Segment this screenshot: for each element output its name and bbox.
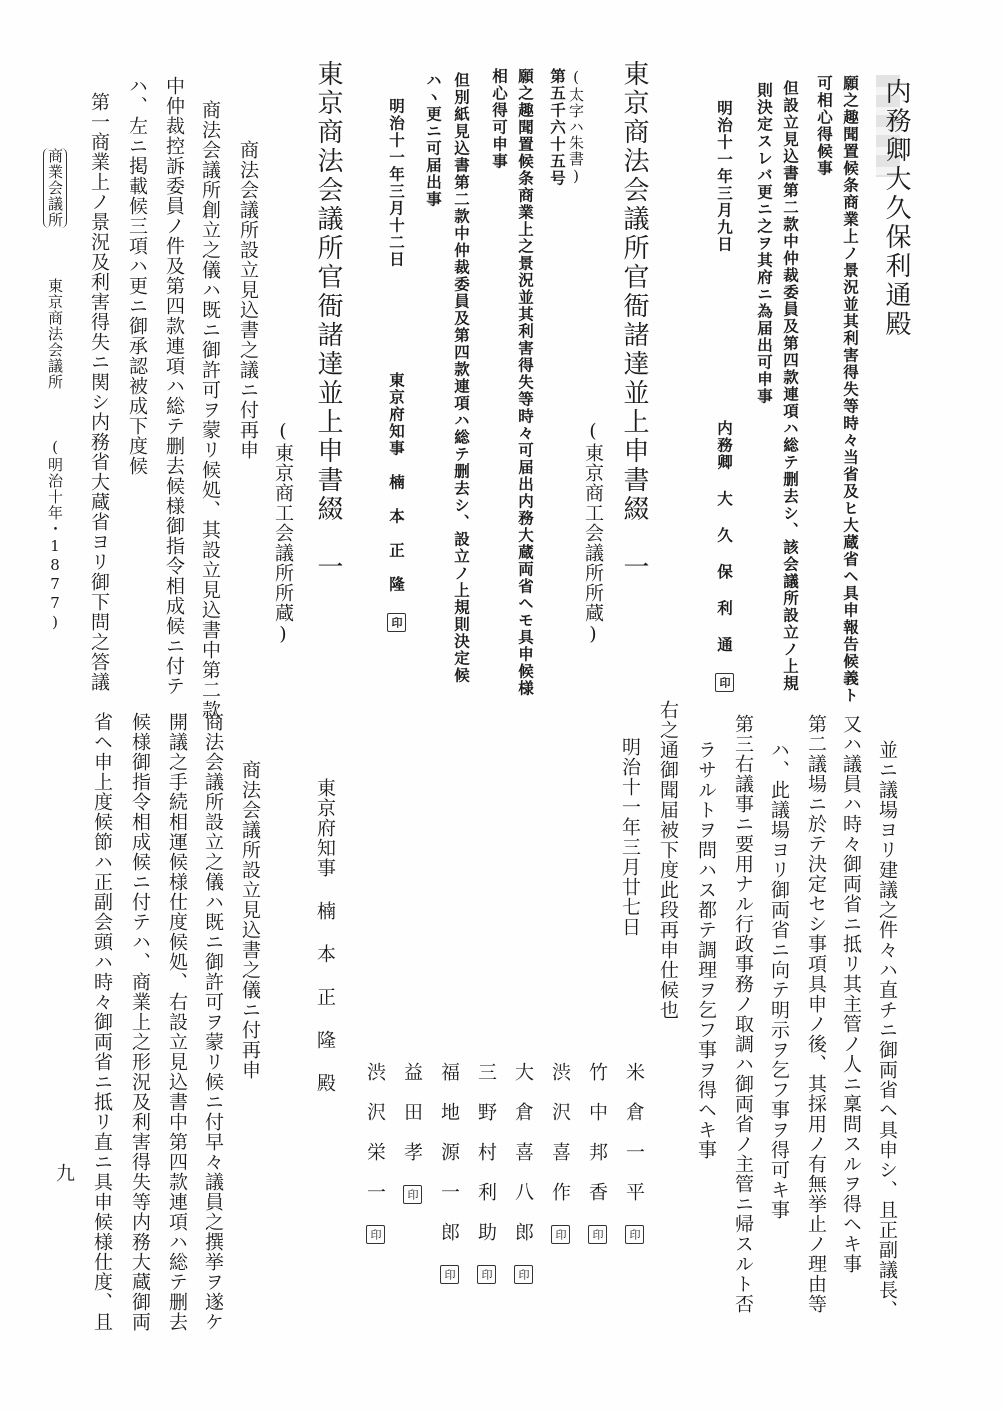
lower-left-line-1: 商法会議所設立之儀ハ既ニ御許可ヲ蒙リ候ニ付早々議員之撰挙ヲ遂ケ: [202, 712, 224, 1332]
upper-left-title: 東京商法会議所官衙諸達並上申書綴 一: [313, 60, 343, 582]
lower-right-line-1: 並ニ議場ヨリ建議之件々ハ直チニ御両省ヘ具申シ、且正副議長、: [876, 740, 898, 1320]
footer-year: (明治十年・1877): [46, 438, 64, 632]
lower-right-date: 明治十一年三月廿七日: [619, 737, 641, 937]
lower-right-line-2: 又ハ議員ハ時々御両省ニ抵リ其主管ノ人ニ稟問スルヲ得ヘキ事: [840, 714, 862, 1274]
lower-left-heading: 商法会議所設立見込書之儀ニ付再申: [239, 760, 261, 1080]
seal-stamp: 印: [366, 1225, 385, 1244]
seal-stamp: 印: [440, 1265, 459, 1284]
seal-stamp: 印: [715, 673, 734, 692]
upper-middle-signer: 東京府知事 楠 本 正 隆 印: [384, 372, 408, 632]
signer-7: 益 田 孝 印: [399, 1062, 425, 1204]
upper-middle-line-2: 相心得可申事: [490, 68, 508, 170]
upper-middle-line-3: 但別紙見込書第二款中仲裁委員及第四款連項ハ総テ删去シ、設立ノ上規則決定候: [452, 72, 470, 684]
lower-right-line-3: 第二議場ニ於テ決定セシ事項具申ノ後、其採用ノ有無挙止ノ理由等: [805, 714, 827, 1314]
upper-middle-note: (太字ハ朱書): [567, 68, 585, 186]
upper-middle-title: 東京商法会議所官衙諸達並上申書綴 一: [619, 60, 649, 582]
lower-right-line-4: ハ、此議場ヨリ御両省ニ向テ明示ヲ乞フ事ヲ得可キ事: [768, 740, 790, 1220]
signer-3: 渋 沢 喜 作 印: [547, 1062, 573, 1244]
upper-middle-source: (東京商工会議所所蔵): [582, 420, 604, 646]
upper-middle-date: 明治十一年三月十二日: [387, 98, 405, 268]
lower-left-line-2: 開議之手続相運候様仕度候処、右設立見込書中第四款連項ハ総テ删去: [166, 712, 188, 1332]
lower-left-addressee: 東京府知事 楠 本 正 隆 殿: [314, 778, 336, 1093]
upper-left-line-4: 第一商業上ノ景況及利害得失ニ関シ内務省大蔵省ヨリ御下問之答議: [88, 92, 110, 692]
upper-right-signer: 内務卿 大 久 保 利 通 印: [712, 420, 736, 692]
upper-left-heading: 商法会議所設立見込書之議ニ付再申: [237, 140, 259, 460]
signer-1: 米 倉 一 平 印: [621, 1062, 647, 1244]
lower-left-line-3: 候様御指令相成候ニ付テハ、商業上之形況及利害得失等内務大蔵御両: [129, 712, 151, 1332]
lower-right-line-5: 第三右議事ニ要用ナル行政事務ノ取調ハ御両省ノ主管ニ帰スルト否: [732, 714, 754, 1314]
upper-right-line-3: 但設立見込書第二款中仲裁委員及第四款連項ハ総テ删去シ、該会議所設立ノ上規: [781, 80, 799, 692]
seal-stamp: 印: [403, 1185, 422, 1204]
signer-8: 渋 沢 栄 一 印: [362, 1062, 388, 1244]
lower-left-line-4: 省ヘ申上度候節ハ正副会頭ハ時々御両省ニ抵リ直ニ具申候様仕度、且: [91, 712, 113, 1332]
signer-6: 福 地 源 一 郎 印: [436, 1062, 462, 1284]
upper-middle-line-1: 願之趣聞置候条商業上之景況並其利害得失等時々可届出内務大蔵両省ヘモ具申候様: [516, 68, 534, 697]
seal-stamp: 印: [588, 1225, 607, 1244]
seal-stamp: 印: [625, 1225, 644, 1244]
upper-right-date: 明治十一年三月九日: [715, 100, 733, 253]
upper-right-line-2: 可相心得候事: [815, 75, 833, 177]
upper-left-line-1: 商法会議所創立之儀ハ既ニ御許可ヲ蒙リ候処、其設立見込書中第二款: [199, 100, 221, 720]
upper-left-line-3: ハ、左ニ掲載候三項ハ更ニ御承認被成下度候: [126, 76, 148, 476]
footer-org: 東京商法会議所: [46, 278, 64, 390]
lower-right-line-7: 右之通御聞届被下度此段再申仕候也: [657, 700, 679, 1020]
upper-right-line-1: 願之趣聞置候条商業上ノ景況並其利害得失等時々当省及ヒ大蔵省ヘ具申報告候義ト: [841, 75, 859, 704]
signer-4: 大 倉 喜 八 郎 印: [510, 1062, 536, 1284]
page-number: 九: [53, 1163, 75, 1183]
seal-stamp: 印: [551, 1225, 570, 1244]
signer-2: 竹 中 邦 香 印: [584, 1062, 610, 1244]
seal-stamp: 印: [387, 613, 406, 632]
lower-right-line-6: ラサルトヲ問ハス都テ調理ヲ乞フ事ヲ得ヘキ事: [695, 740, 717, 1160]
upper-left-line-2: 中仲裁控訴委員ノ件及第四款連項ハ総テ删去候様御指令相成候ニ付テ: [163, 76, 185, 696]
upper-left-source: (東京商工会議所所蔵): [272, 420, 294, 646]
upper-middle-number: 第五千六十五号: [548, 68, 566, 187]
seal-stamp: 印: [514, 1265, 533, 1284]
addressee-okubo: 内務卿大久保利通殿: [881, 78, 911, 339]
signer-5: 三 野 村 利 助 印: [473, 1062, 499, 1284]
upper-middle-line-4: ハヽ更ニ可届出事: [424, 72, 442, 208]
footer-category: 商業会議所: [45, 148, 65, 228]
upper-right-line-4: 則決定スレバ更ニ之ヲ其府ニ為届出可申事: [755, 82, 773, 405]
seal-stamp: 印: [477, 1265, 496, 1284]
